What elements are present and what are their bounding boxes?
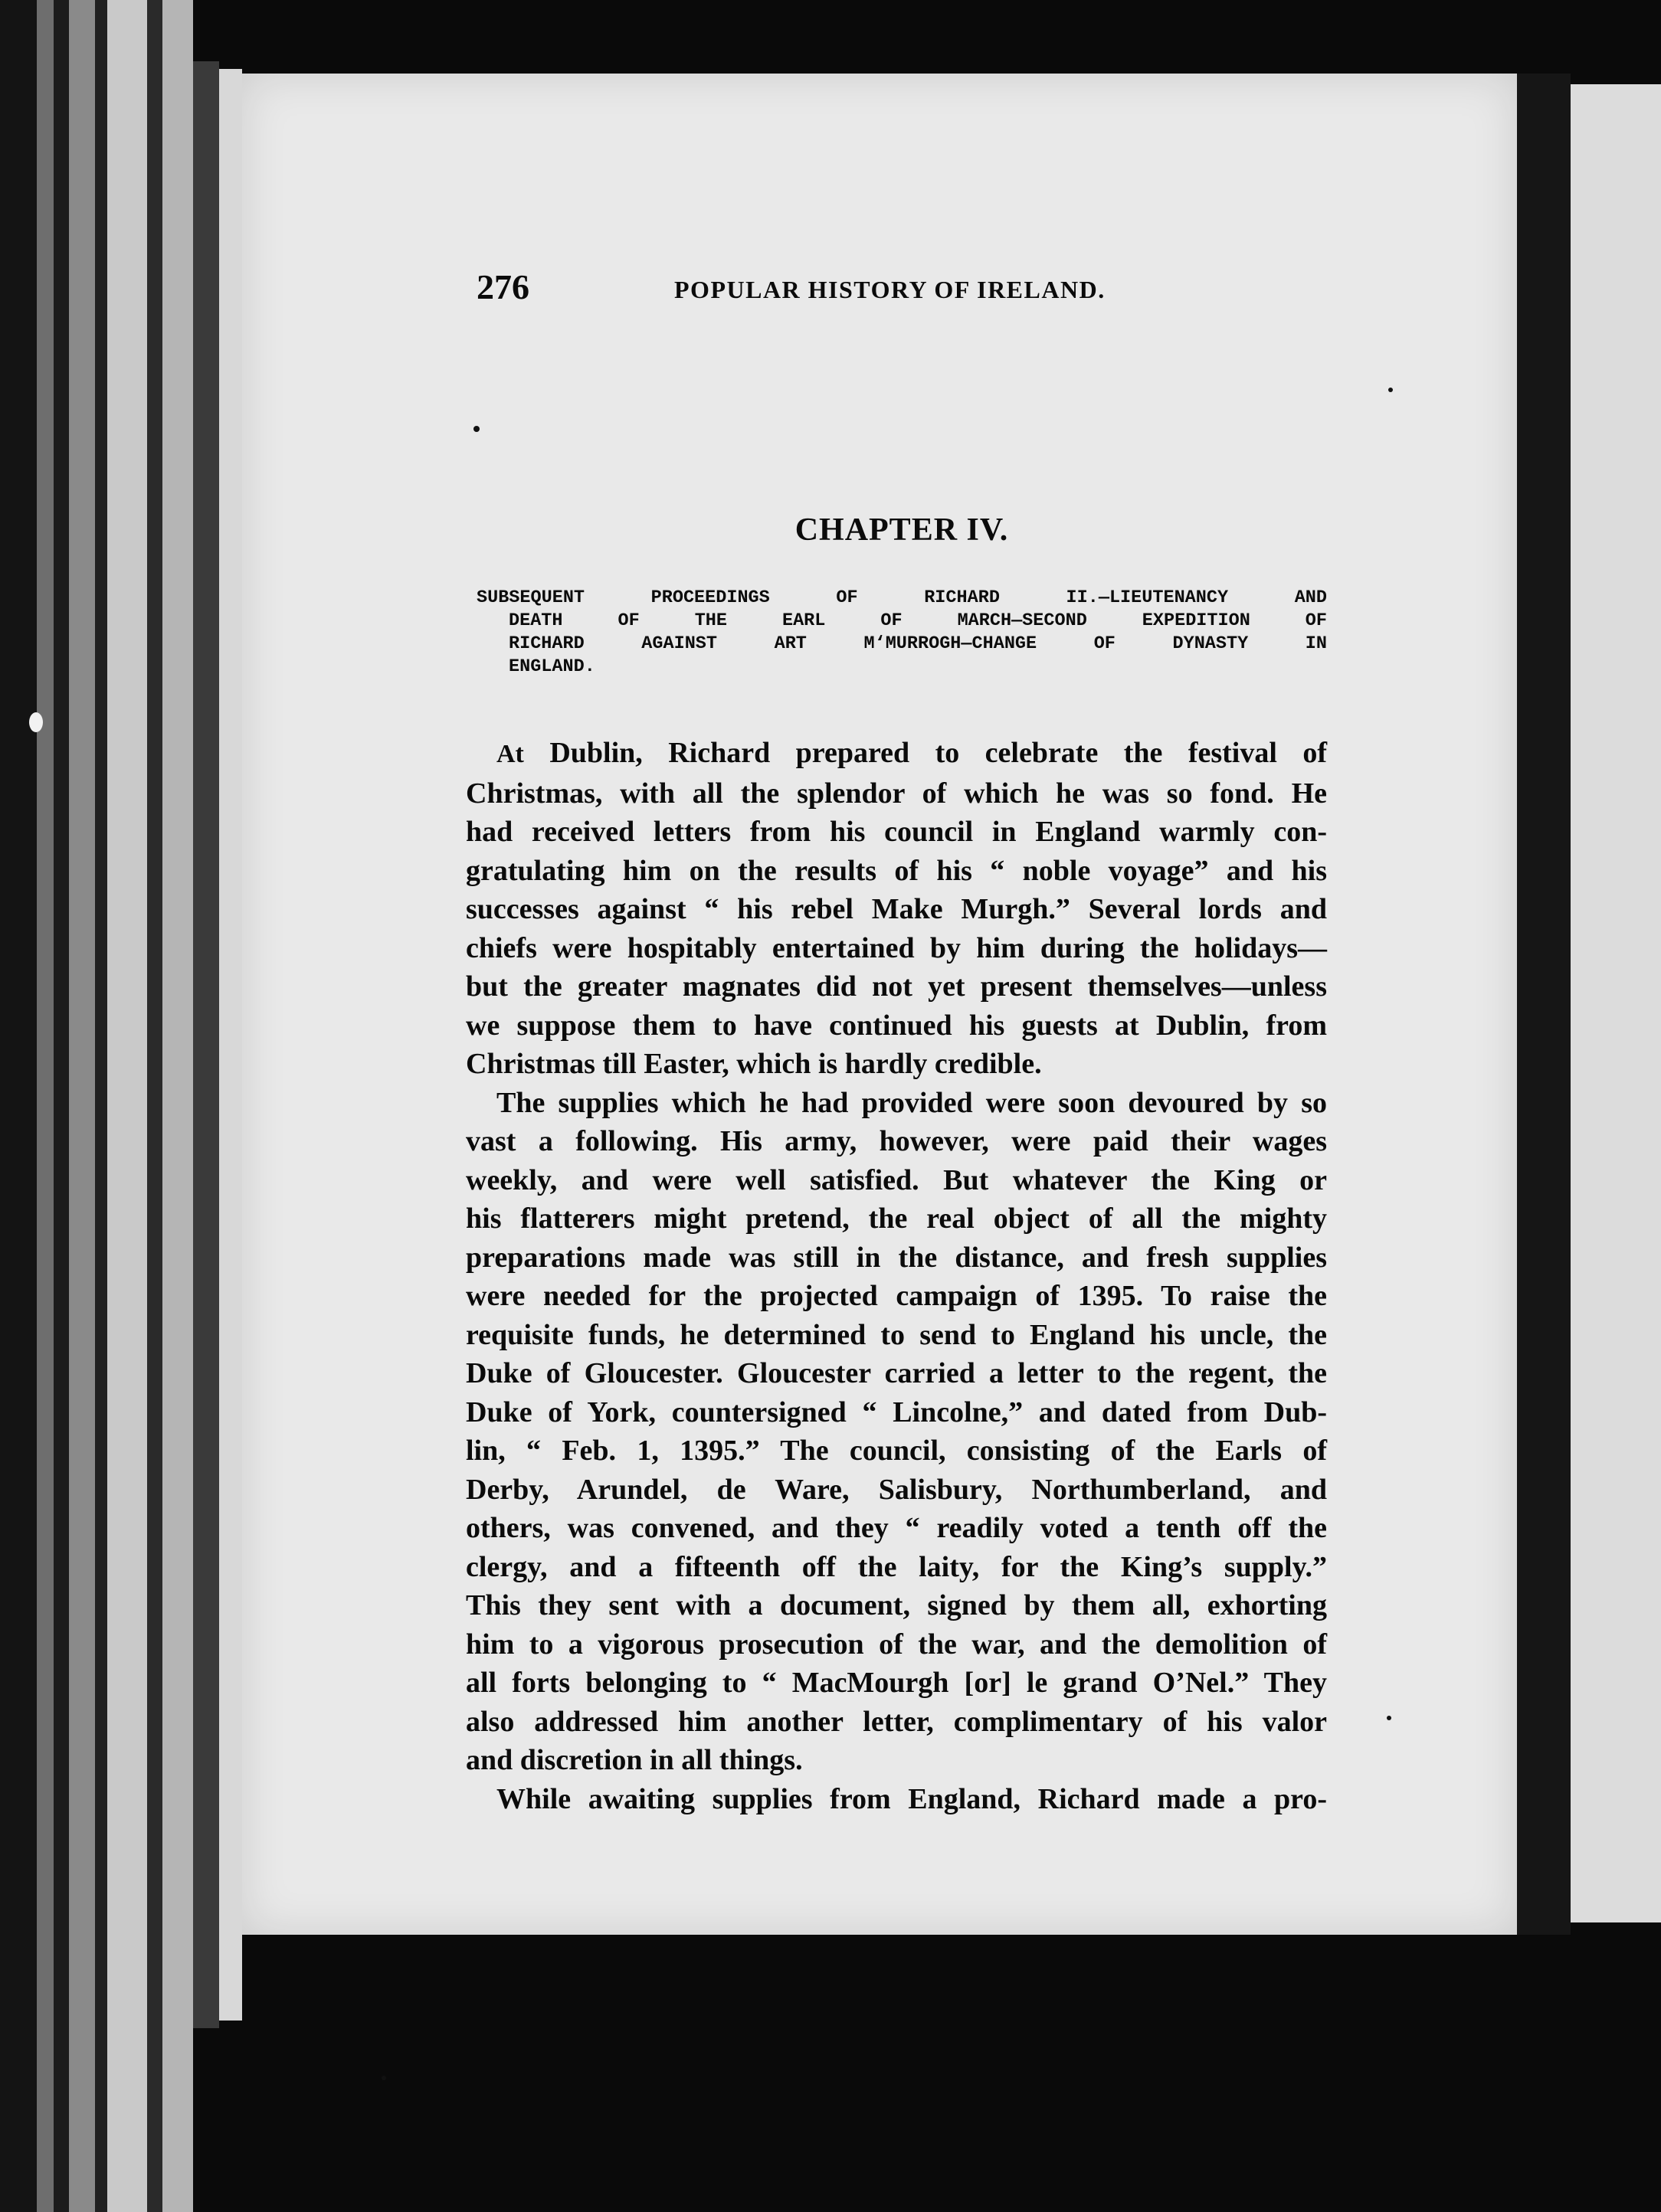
text-line: While awaiting supplies from England, Richard made a pro- bbox=[496, 1782, 1327, 1815]
right-margin-shadow bbox=[1517, 74, 1571, 1935]
text-line-content: Dublin, Richard prepared to celebrate the festival of bbox=[549, 737, 1328, 769]
chapter-synopsis bbox=[477, 587, 1327, 679]
text-line: we suppose them to have continued his guests at Dublin, from bbox=[466, 1009, 1327, 1042]
page-edge bbox=[193, 61, 219, 2028]
text-line: all forts belonging to “ MacMourgh [or] le grand O’Nel.” They bbox=[466, 1667, 1327, 1699]
page-number: 276 bbox=[477, 267, 529, 306]
text-line: requisite funds, he determined to send to England his uncle, the bbox=[466, 1318, 1327, 1351]
dust-speck bbox=[473, 426, 480, 432]
running-head bbox=[477, 267, 1335, 320]
page-edge bbox=[147, 0, 162, 2212]
text-line: successes against “ his rebel Make Murgh.” Several lords and bbox=[466, 893, 1327, 925]
text-line: were needed for the projected campaign of 1395. To raise the bbox=[466, 1280, 1327, 1312]
synopsis-line: ENGLAND. bbox=[509, 656, 595, 677]
text-line: had received letters from his council in England warmly con- bbox=[466, 816, 1327, 848]
dust-speck bbox=[1388, 388, 1393, 392]
text-line: This they sent with a document, signed by them all, exhorting bbox=[466, 1589, 1327, 1621]
text-line: Christmas till Easter, which is hardly credible. bbox=[466, 1048, 1042, 1080]
text-line: weekly, and were well satisfied. But whatever the King or bbox=[466, 1163, 1327, 1196]
text-line: but the greater magnates did not yet present themselves—unless bbox=[466, 970, 1327, 1003]
body-text bbox=[466, 734, 1327, 1818]
text-line: him to a vigorous prosecution of the war, and the demolition of bbox=[466, 1628, 1327, 1661]
page-edge bbox=[37, 0, 54, 2212]
text-line: chiefs were hospitably entertained by him during the holidays— bbox=[466, 931, 1327, 964]
chapter-heading: CHAPTER IV. bbox=[794, 512, 1009, 548]
text-line: Christmas, with all the splendor of which he was so fond. He bbox=[466, 777, 1327, 810]
synopsis-line: DEATH OF THE EARL OF MARCH—SECOND EXPEDITION OF bbox=[509, 610, 1327, 631]
page-edge bbox=[219, 69, 242, 2021]
text-line: preparations made was still in the distance, and fresh supplies bbox=[466, 1241, 1327, 1274]
facing-page-edge bbox=[1571, 84, 1661, 1922]
text-line: others, was convened, and they “ readily voted a tenth off the bbox=[466, 1512, 1327, 1544]
page-edge bbox=[95, 0, 107, 2212]
text-line: The supplies which he had provided were soon devoured by so bbox=[496, 1086, 1327, 1119]
text-line bbox=[466, 734, 1327, 774]
binding-edge bbox=[0, 0, 37, 2212]
page-edge bbox=[162, 0, 193, 2212]
dust-speck bbox=[382, 2076, 386, 2080]
text-line: his flatterers might pretend, the real object of all the mighty bbox=[466, 1203, 1327, 1235]
running-title: POPULAR HISTORY OF IRELAND. bbox=[674, 276, 1106, 303]
text-line: vast a following. His army, however, were paid their wages bbox=[466, 1125, 1327, 1157]
text-line: Duke of York, countersigned “ Lincolne,” and dated from Dub- bbox=[466, 1396, 1327, 1428]
page-edge bbox=[54, 0, 69, 2212]
page-edge bbox=[107, 0, 147, 2212]
text-line: clergy, and a fifteenth off the laity, for the King’s supply.” bbox=[466, 1550, 1327, 1583]
text-line: Derby, Arundel, de Ware, Salisbury, Northumberland, and bbox=[466, 1473, 1327, 1506]
dust-speck bbox=[1387, 1716, 1391, 1720]
text-line: also addressed him another letter, complimentary of his valor bbox=[466, 1705, 1327, 1738]
opening-word: At bbox=[496, 740, 524, 768]
synopsis-line: SUBSEQUENT PROCEEDINGS OF RICHARD II.—LIEUTENANCY AND bbox=[477, 587, 1327, 608]
text-line: Duke of Gloucester. Gloucester carried a letter to the regent, the bbox=[466, 1357, 1327, 1389]
page-edge bbox=[69, 0, 95, 2212]
text-line: lin, “ Feb. 1, 1395.” The council, consisting of the Earls of bbox=[466, 1435, 1327, 1467]
synopsis-line: RICHARD AGAINST ART M‘MURROGH—CHANGE OF DYNASTY IN bbox=[509, 633, 1327, 654]
dust-speck bbox=[29, 712, 43, 732]
text-line: gratulating him on the results of his “ noble voyage” and his bbox=[466, 854, 1327, 887]
text-line: and discretion in all things. bbox=[466, 1744, 803, 1776]
